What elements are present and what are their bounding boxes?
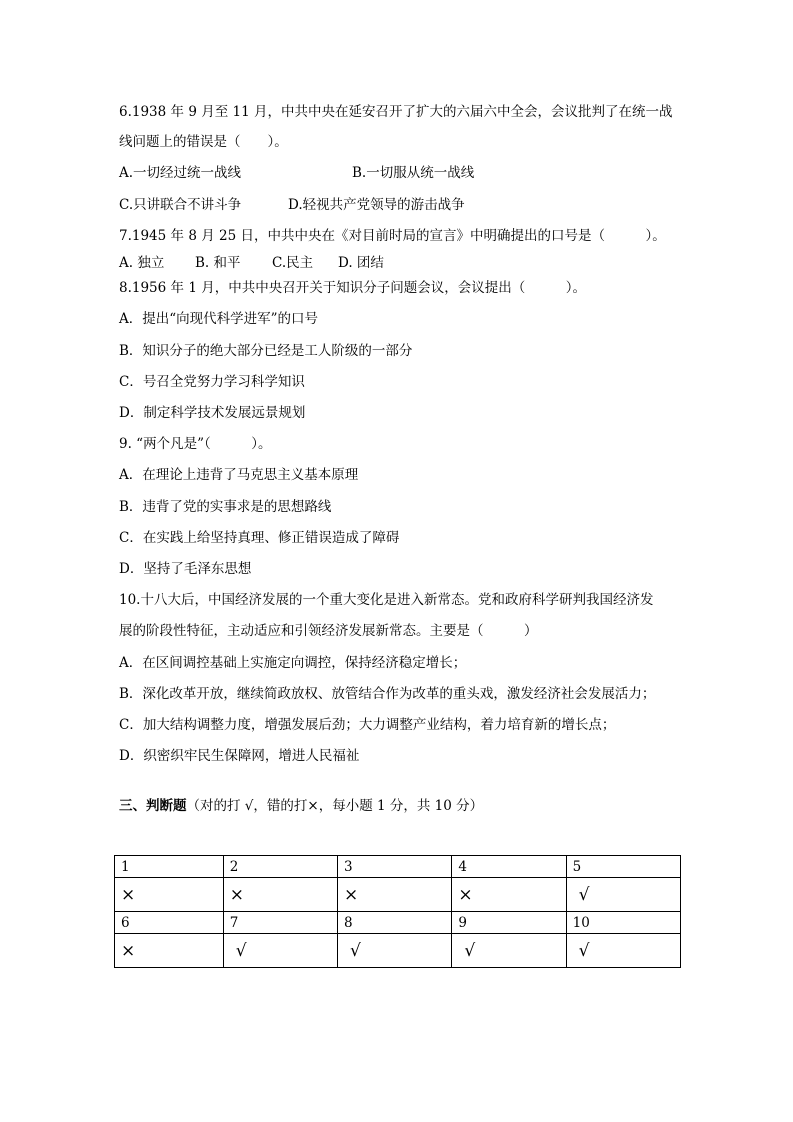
section-note: （对的打 √，错的打×，每小题 1 分，共 10 分）	[186, 798, 484, 814]
answer-mark-cell: √	[566, 878, 680, 912]
q9-option-b: B．违背了党的实事求是的思想路线	[119, 499, 332, 515]
q6-option-c: C.只讲联合不讲斗争	[119, 197, 242, 213]
answer-mark-cell: ×	[115, 934, 224, 968]
q6-stem-line1: 6.1938 年 9 月至 11 月，中共中央在延安召开了扩大的六届六中全会，会议批判了在统一战	[119, 104, 673, 120]
q6-option-d: D.轻视共产党领导的游击战争	[288, 197, 465, 213]
answer-mark-cell: √	[452, 934, 566, 968]
q7-option-a: A. 独立	[119, 255, 165, 271]
question-number-cell: 2	[223, 856, 337, 878]
question-number-cell: 8	[338, 912, 452, 934]
q9-stem: 9. “两个凡是”（ ）。	[119, 436, 272, 452]
q7-option-c: C.民主	[272, 255, 314, 271]
question-number-cell: 4	[452, 856, 566, 878]
q7-option-d: D. 团结	[338, 255, 384, 271]
table-row	[115, 878, 681, 912]
answer-mark-cell: ×	[115, 878, 224, 912]
q6-stem-line2: 线问题上的错误是（ ）。	[119, 134, 288, 150]
answer-mark-cell: √	[566, 934, 680, 968]
question-number-cell: 9	[452, 912, 566, 934]
q6-option-b: B.一切服从统一战线	[352, 165, 475, 181]
section-title: 三、判断题	[119, 798, 187, 814]
q7-option-b: B. 和平	[195, 255, 241, 271]
question-number-cell: 7	[223, 912, 337, 934]
q7-stem: 7.1945 年 8 月 25 日，中共中央在《对目前时局的宣言》中明确提出的口号是（ ）。	[119, 228, 666, 244]
answer-mark-cell: ×	[452, 878, 566, 912]
q9-option-d: D．坚持了毛泽东思想	[119, 561, 252, 577]
q10-option-b: B．深化改革开放，继续简政放权、放管结合作为改革的重头戏，激发经济社会发展活力；	[119, 686, 656, 702]
q10-stem-line2: 展的阶段性特征，主动适应和引领经济发展新常态。主要是（ ）	[119, 623, 538, 639]
q8-option-b: B．知识分子的绝大部分已经是工人阶级的一部分	[119, 343, 413, 359]
answer-mark-cell: ×	[223, 878, 337, 912]
table-row	[115, 934, 681, 968]
answer-table	[114, 855, 681, 968]
answer-mark-cell: ×	[338, 878, 452, 912]
section-heading	[119, 797, 483, 815]
answer-mark-cell: √	[223, 934, 337, 968]
q9-option-c: C．在实践上给坚持真理、修正错误造成了障碍	[119, 530, 400, 546]
q8-option-d: D．制定科学技术发展远景规划	[119, 405, 306, 421]
q10-option-c: C．加大结构调整力度，增强发展后劲；大力调整产业结构，着力培育新的增长点；	[119, 717, 616, 733]
answer-mark-cell: √	[338, 934, 452, 968]
q10-stem-line1: 10.十八大后，中国经济发展的一个重大变化是进入新常态。党和政府科学研判我国经济发	[119, 592, 654, 608]
q9-option-a: A．在理论上违背了马克思主义基本原理	[119, 467, 359, 483]
q6-option-a: A.一切经过统一战线	[119, 165, 242, 181]
q8-option-c: C．号召全党努力学习科学知识	[119, 374, 305, 390]
q8-option-a: A．提出“向现代科学进军”的口号	[119, 311, 319, 327]
q10-option-d: D．织密织牢民生保障网，增进人民福祉	[119, 748, 360, 764]
question-number-cell: 1	[115, 856, 224, 878]
question-number-cell: 10	[566, 912, 680, 934]
question-number-cell: 5	[566, 856, 680, 878]
question-number-cell: 6	[115, 912, 224, 934]
q8-stem: 8.1956 年 1 月，中共中央召开关于知识分子问题会议，会议提出（ ）。	[119, 280, 586, 296]
table-row	[115, 912, 681, 934]
question-number-cell: 3	[338, 856, 452, 878]
q10-option-a: A．在区间调控基础上实施定向调控，保持经济稳定增长；	[119, 655, 467, 671]
table-row	[115, 856, 681, 878]
